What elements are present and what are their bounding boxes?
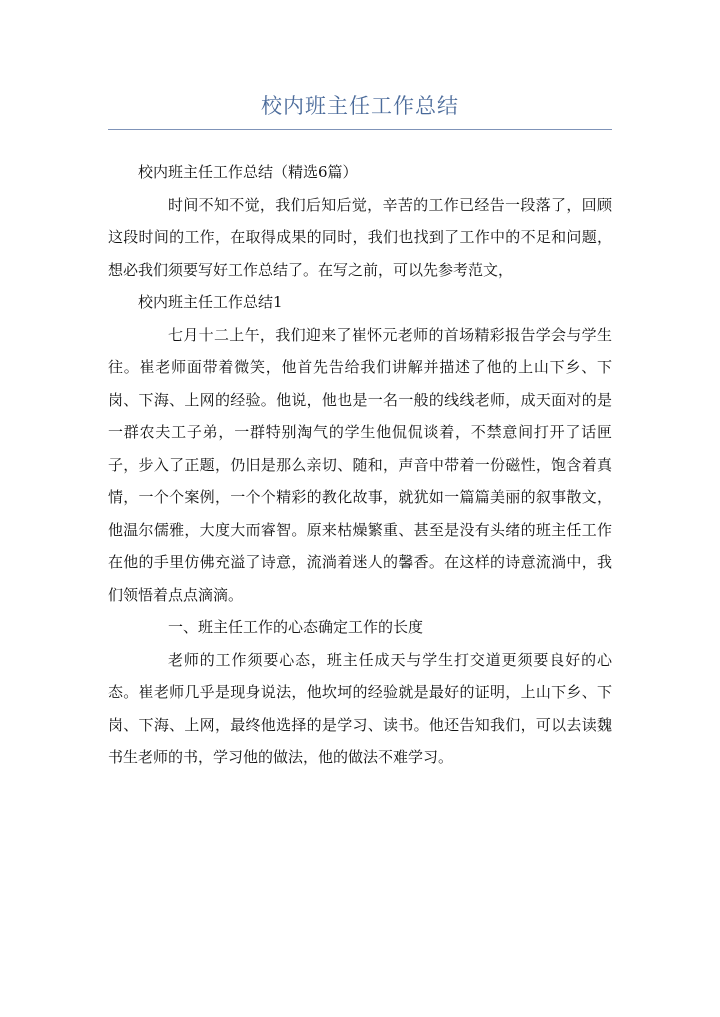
title-divider — [108, 129, 612, 130]
subsection-heading: 一、班主任工作的心态确定工作的长度 — [168, 618, 424, 636]
intro-paragraph: 时间不知不觉，我们后知后觉，辛苦的工作已经告一段落了，回顾这段时间的工作，在取得成果的同时，我们也找到了工作中的不足和问题，想必我们须要写好工作总结了。在写之前，可以先参考范文， — [108, 195, 612, 279]
body-paragraph: 七月十二上午，我们迎来了崔怀元老师的首场精彩报告学会与学生往。崔老师面带着微笑，他首先告给我们讲解并描述了他的上山下乡、下岗、下海、上网的经验。他说，他也是一名一般的线线老师，成天面对的是一群农夫工子弟，一群特别淘气的学生他侃侃谈着，不禁意间打开了话匣子，步入了正题，仍旧是那么亲切、随和，声音中带着一份磁性，饱含着真情，一个个案例，一个个精彩的教化故事，就犹如一篇篇美丽的叙事散文，他温尔儒雅，大度大而睿智。原来枯燥繁重、甚至是没有头绪的班主任工作在他的手里仿佛充溢了诗意，流淌着迷人的馨香。在这样的诗意流淌中，我们领悟着点点滴滴。 — [108, 325, 612, 604]
document-title: 校内班主任工作总结 — [261, 94, 459, 118]
section-heading: 校内班主任工作总结1 — [138, 293, 283, 311]
document-subtitle: 校内班主任工作总结（精选6篇） — [138, 163, 358, 181]
body-paragraph: 老师的工作须要心态，班主任成天与学生打交道更须要良好的心态。崔老师几乎是现身说法，他坎坷的经验就是最好的证明，上山下乡、下岗、下海、上网，最终他选择的是学习、读书。他还告知我们，可以去读魏书生老师的书，学习他的做法，他的做法不难学习。 — [108, 650, 612, 766]
document-body — [108, 156, 612, 774]
